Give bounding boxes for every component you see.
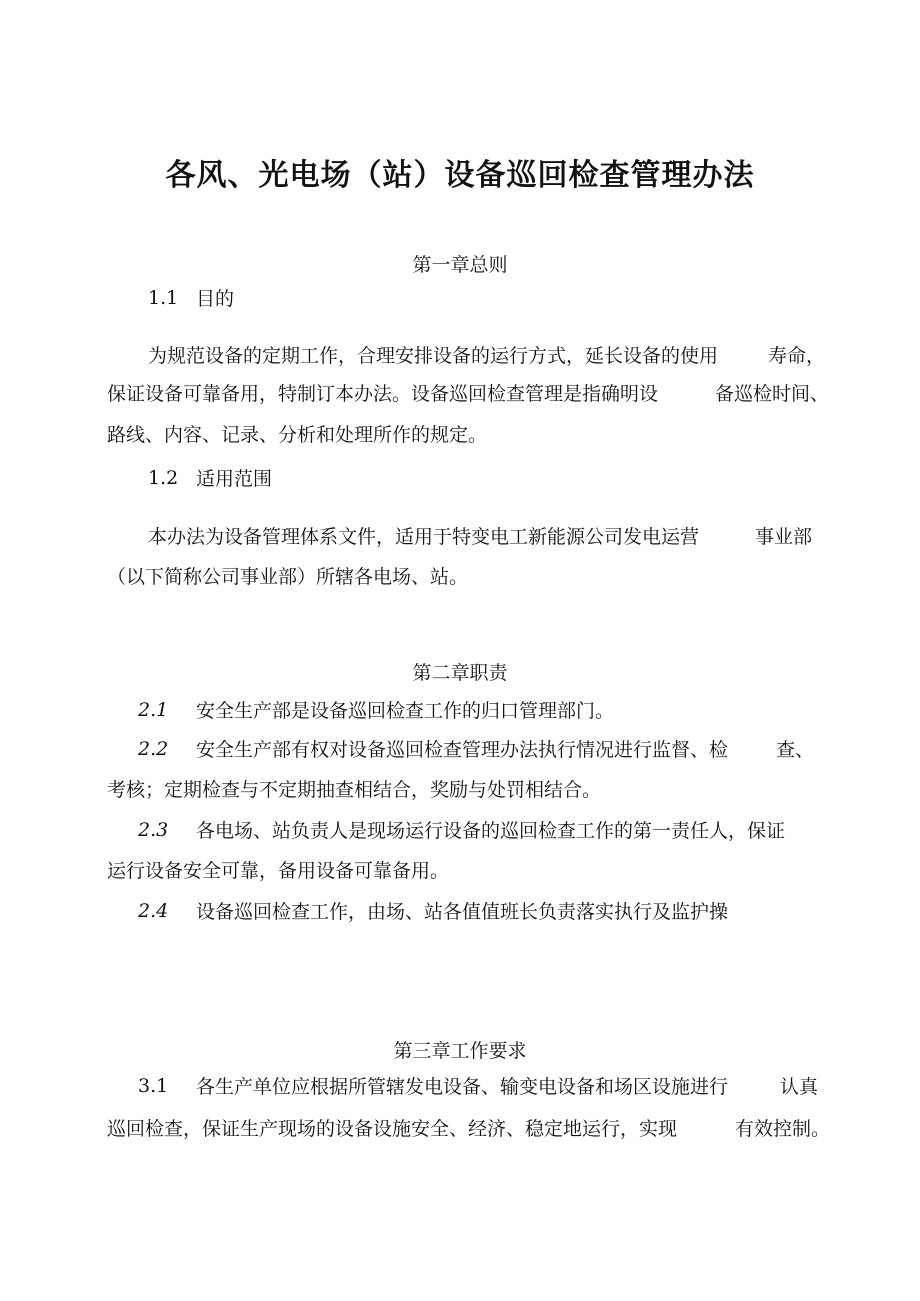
para-1-line-2a: 保证设备可靠备用，特制订本办法。设备巡回检查管理是指确明设 [107, 383, 659, 405]
para-1-line-3: 路线、内容、记录、分析和处理所作的规定。 [107, 424, 488, 446]
item-2-2-line-2: 考核；定期检查与不定期抽查相结合，奖励与处罚相结合。 [107, 779, 602, 801]
para-2-line-1a: 本办法为设备管理体系文件，适用于特变电工新能源公司发电运营 [148, 526, 700, 548]
section-1-1-number: 1.1 [148, 287, 179, 309]
item-3-1-line-1a: 各生产单位应根据所管辖发电设备、输变电设备和场区设施进行 [196, 1076, 729, 1098]
item-2-1-number: 2.1 [138, 699, 169, 721]
item-2-2-line-1a: 安全生产部有权对设备巡回检查管理办法执行情况进行监督、检 [196, 739, 729, 761]
para-2-line-2: （以下简称公司事业部）所辖各电场、站。 [107, 566, 469, 588]
item-2-3-line-2: 运行设备安全可靠，备用设备可靠备用。 [107, 860, 450, 882]
chapter-1-heading: 第一章总则 [412, 254, 508, 276]
item-3-1-line-2b: 有效控制。 [735, 1118, 831, 1140]
item-2-2-number: 2.2 [138, 738, 169, 760]
item-3-1-line-1b: 认真 [780, 1076, 819, 1098]
section-1-1-title: 目的 [196, 288, 235, 310]
item-3-1-line-2a: 巡回检查，保证生产现场的设备设施安全、经济、稳定地运行，实现 [107, 1118, 678, 1140]
chapter-3-heading: 第三章工作要求 [393, 1040, 527, 1062]
section-1-2-number: 1.2 [148, 467, 179, 489]
item-2-1-text: 安全生产部是设备巡回检查工作的归口管理部门。 [196, 700, 615, 722]
item-2-4-text: 设备巡回检查工作，由场、站各值值班长负责落实执行及监护操 [196, 901, 729, 923]
section-1-2-title: 适用范围 [196, 468, 273, 490]
item-2-2-line-1b: 查、 [776, 739, 815, 761]
item-3-1-number: 3.1 [138, 1075, 169, 1097]
item-2-4-number: 2.4 [138, 900, 169, 922]
chapter-2-heading: 第二章职责 [412, 662, 508, 684]
para-1-line-1a: 为规范设备的定期工作，合理安排设备的运行方式，延长设备的使用 [148, 345, 719, 367]
item-2-3-number: 2.3 [138, 819, 169, 841]
item-2-3-line-1: 各电场、站负责人是现场运行设备的巡回检查工作的第一责任人，保证 [196, 820, 786, 842]
para-2-line-1b: 事业部 [755, 526, 813, 548]
para-1-line-2b: 备巡检时间、 [715, 383, 830, 405]
document-title: 各风、光电场（站）设备巡回检查管理办法 [165, 158, 755, 193]
para-1-line-1b: 寿命， [768, 345, 826, 367]
